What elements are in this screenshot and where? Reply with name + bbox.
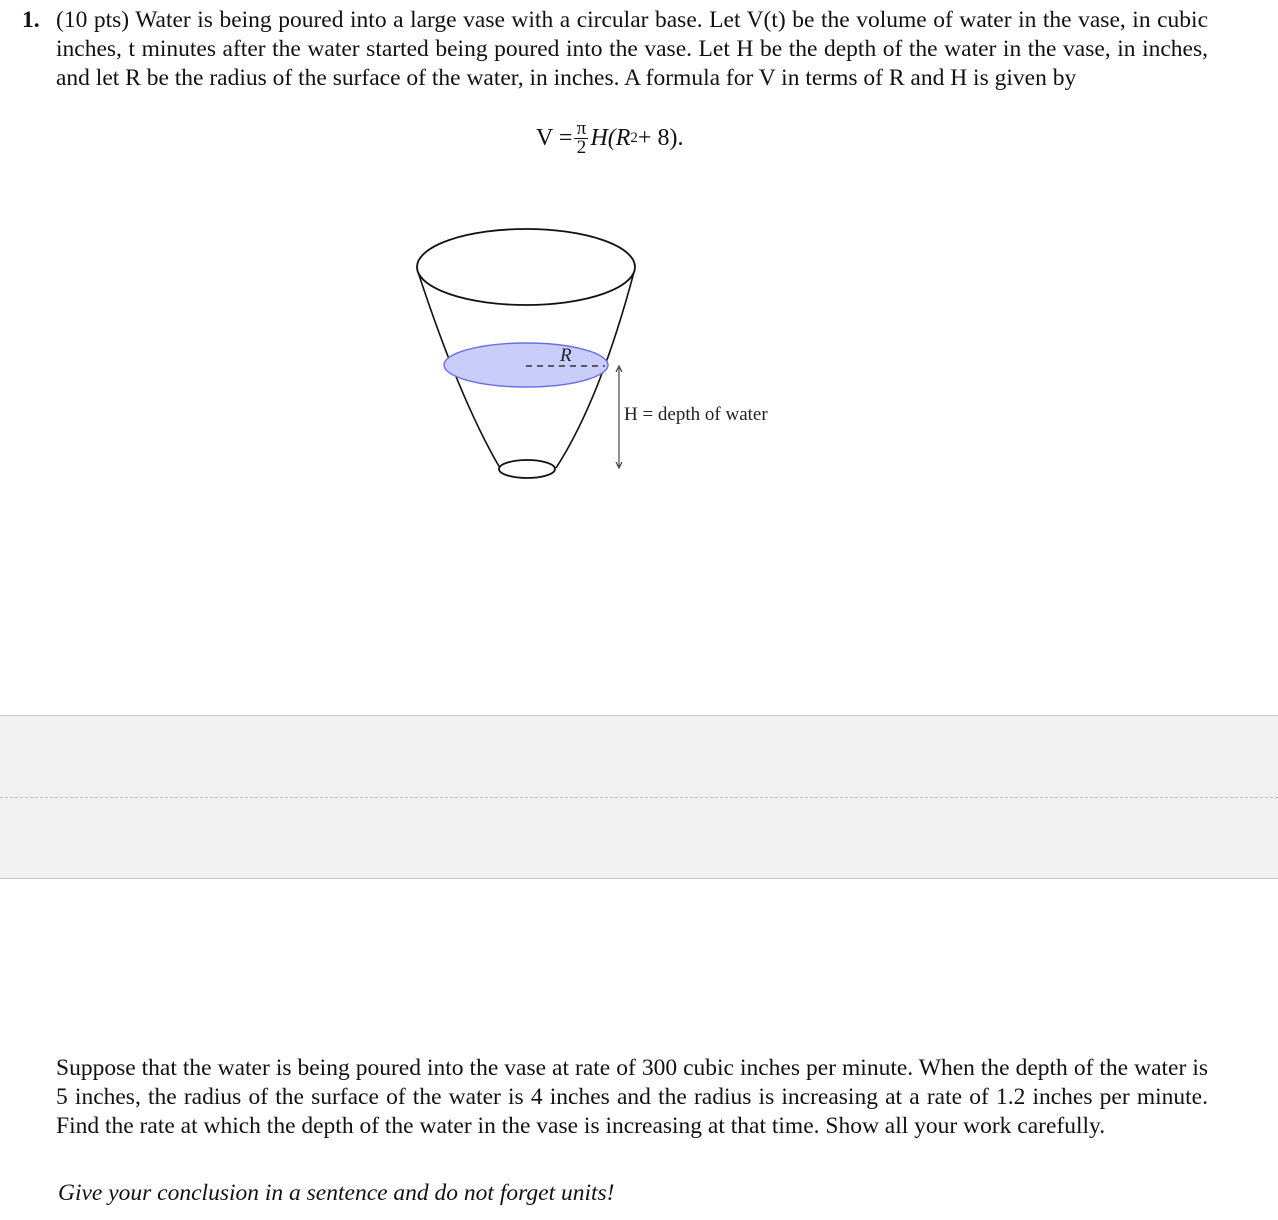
problem-text: (10 pts) Water is being poured into a large vase with a circular base. Let V(t) be the volume of water in the vase, in cubic inches, t minutes after the water started being poured into the vase. Let H be the depth of the water in the vase, in inches, and let R be the radius of the surface of the water, in inches. A formula for V in terms of R and H is given by — [56, 7, 1208, 91]
depth-label: H = depth of water — [624, 404, 768, 425]
formula-exponent: 2 — [630, 130, 638, 146]
radius-label: R — [560, 345, 572, 366]
answer-area-top[interactable] — [0, 715, 1278, 797]
problem-number: 1. — [22, 7, 40, 33]
formula-lhs: V = — [536, 125, 573, 151]
water-surface — [444, 343, 608, 387]
vase-top-rim — [417, 229, 635, 305]
formula-rhs-prefix: H(R — [590, 125, 631, 151]
volume-formula — [536, 120, 683, 157]
formula-denominator: 2 — [576, 137, 587, 158]
formula-rhs-suffix: + 8). — [637, 125, 684, 151]
formula-numerator: π — [576, 118, 587, 139]
vase-base — [499, 460, 555, 478]
conclusion-instruction: Give your conclusion in a sentence and do not forget units! — [58, 1180, 615, 1206]
vase-diagram — [400, 210, 820, 490]
formula-fraction — [574, 120, 588, 157]
part2-text: Suppose that the water is being poured into the vase at rate of 300 cubic inches per minute. When the depth of the water is 5 inches, the radius of the surface of the water is 4 inches and the radius is increasing at a rate of 1.2 inches per minute. Find the rate at which the depth of the water in the vase is increasing at that time. Show all your work carefully. — [56, 1055, 1208, 1139]
answer-area-bottom[interactable] — [0, 797, 1278, 879]
problem-statement — [22, 6, 1208, 93]
